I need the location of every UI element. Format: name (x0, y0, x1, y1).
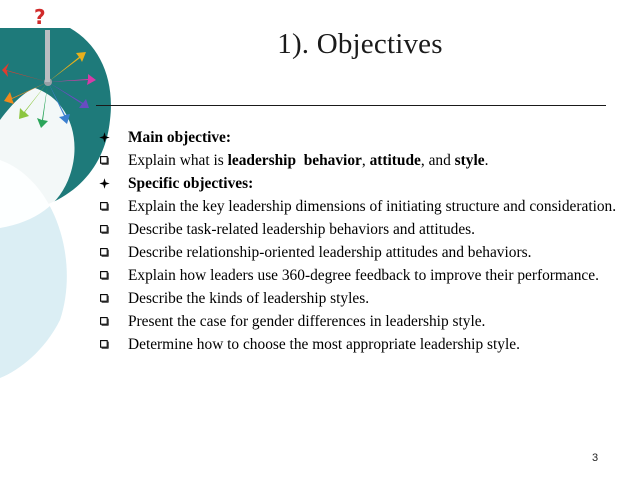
svg-text:?: ? (34, 5, 46, 29)
objective-item (98, 312, 618, 332)
item-text: Describe task-related leadership behaviors and attitudes. (128, 221, 476, 238)
square-bullet-icon (100, 317, 109, 326)
objective-item (98, 174, 618, 194)
item-text: Describe the kinds of leadership styles. (128, 290, 370, 307)
objective-item (98, 220, 618, 240)
objective-item (98, 151, 618, 171)
item-text: Describe relationship-oriented leadership attitudes and behaviors. (128, 244, 532, 261)
square-bullet-icon (100, 225, 109, 234)
objective-item (98, 289, 618, 309)
bold-text: Specific objectives: (128, 175, 254, 192)
bold-text: Main objective: (128, 129, 232, 146)
slide-title: 1). Objectives (277, 28, 443, 60)
item-text: Explain how leaders use 360-degree feedback to improve their performance. (128, 267, 599, 284)
item-text: , and (420, 152, 455, 169)
square-bullet-icon (100, 248, 109, 257)
bold-text: attitude (369, 152, 421, 169)
diamond-bullet-icon (99, 178, 110, 189)
objectives-list (98, 128, 618, 358)
diamond-bullet-icon (99, 132, 110, 143)
objective-item (98, 128, 618, 148)
objective-item (98, 266, 618, 286)
item-text: Present the case for gender differences in leadership style. (128, 313, 486, 330)
square-bullet-icon (100, 294, 109, 303)
square-bullet-icon (100, 202, 109, 211)
item-text: . (484, 152, 489, 169)
square-bullet-icon (100, 156, 109, 165)
square-bullet-icon (100, 271, 109, 280)
square-bullet-icon (100, 340, 109, 349)
item-text: Explain what is (128, 152, 228, 169)
bold-text: style (454, 152, 485, 169)
objective-item (98, 243, 618, 263)
item-text: , (361, 152, 370, 169)
item-text: Explain the key leadership dimensions of initiating structure and consideration. (128, 198, 617, 215)
title-divider (96, 105, 606, 106)
objective-item (98, 197, 618, 217)
objective-item (98, 335, 618, 355)
item-text: Determine how to choose the most appropriate leadership style. (128, 336, 520, 353)
page-number: 3 (592, 452, 599, 464)
bold-text: leadership behavior (227, 152, 362, 169)
